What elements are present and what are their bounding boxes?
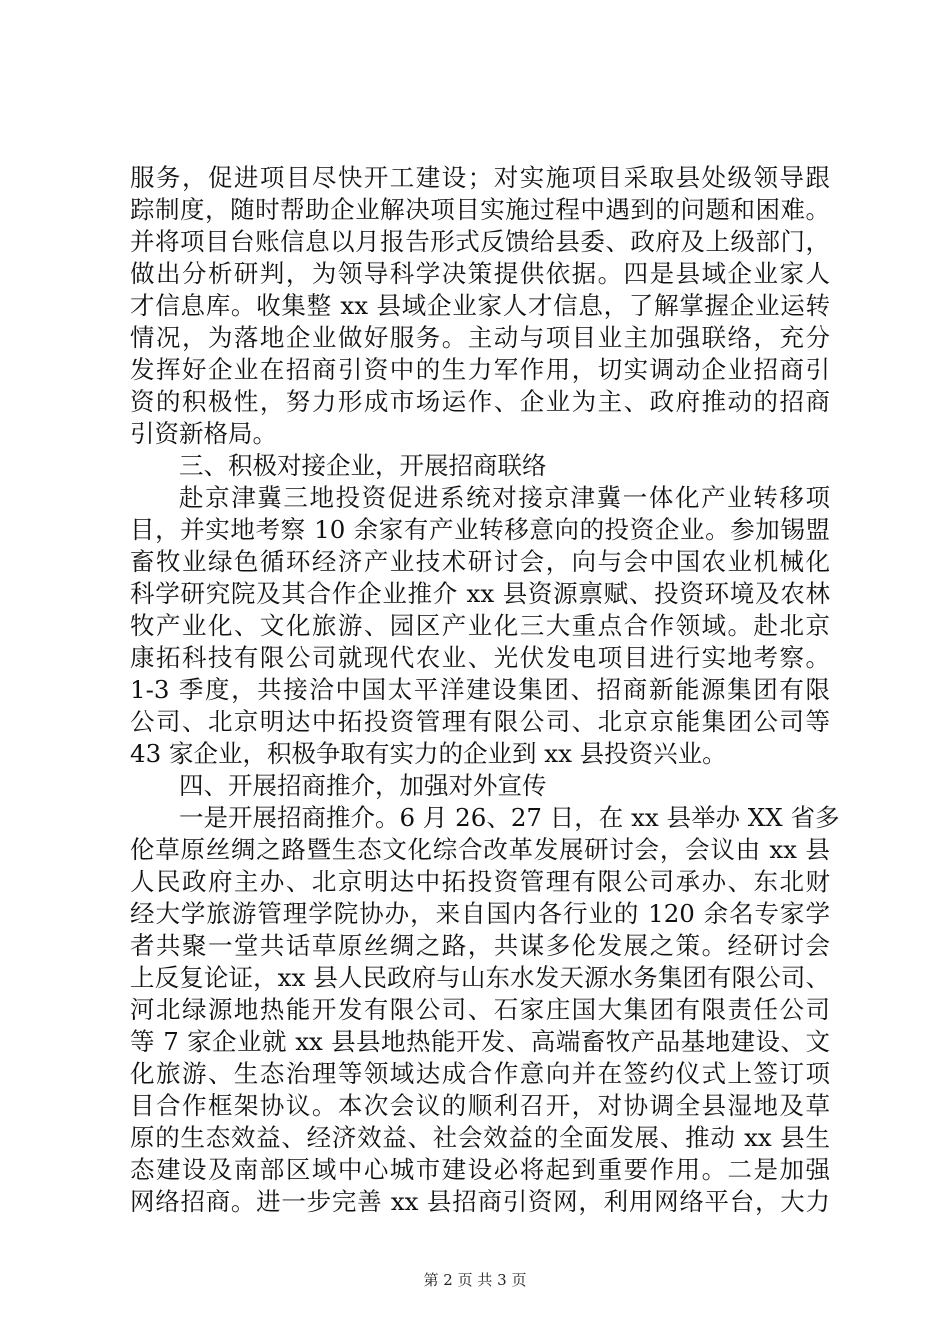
- paragraph-line: 人民政府主办、北京明达中拓投资管理有限公司承办、东北财: [130, 867, 830, 896]
- paragraph-line: 网络招商。进一步完善 xx 县招商引资网，利用网络平台，大力: [130, 1187, 830, 1216]
- paragraph-line: 目合作框架协议。本次会议的顺利召开，对协调全县湿地及草: [130, 1091, 830, 1120]
- paragraph-line: 公司、北京明达中拓投资管理有限公司、北京京能集团公司等: [130, 707, 830, 736]
- paragraph-line: 43 家企业，积极争取有实力的企业到 xx 县投资兴业。: [130, 739, 727, 768]
- paragraph-line: 引资新格局。: [130, 419, 277, 448]
- paragraph-line: 才信息库。收集整 xx 县域企业家人才信息，了解掌握企业运转: [130, 291, 830, 320]
- paragraph-line: 资的积极性，努力形成市场运作、企业为主、政府推动的招商: [130, 387, 830, 416]
- paragraph-line: 科学研究院及其合作企业推介 xx 县资源禀赋、投资环境及农林: [130, 579, 830, 608]
- paragraph-line: 康拓科技有限公司就现代农业、光伏发电项目进行实地考察。: [130, 643, 830, 672]
- paragraph-line: 并将项目台账信息以月报告形式反馈给县委、政府及上级部门，: [130, 227, 830, 256]
- paragraph-line: 经大学旅游管理学院协办，来自国内各行业的 120 余名专家学: [130, 899, 830, 928]
- paragraph-line: 服务，促进项目尽快开工建设；对实施项目采取县处级领导跟: [130, 163, 830, 192]
- paragraph-line: 伦草原丝绸之路暨生态文化综合改革发展研讨会，会议由 xx 县: [130, 835, 830, 864]
- document-body: [130, 162, 840, 1218]
- section-heading: 四、开展招商推介，加强对外宣传: [179, 771, 547, 800]
- paragraph-line: 目，并实地考察 10 余家有产业转移意向的投资企业。参加锡盟: [130, 515, 830, 544]
- paragraph-line: 一是开展招商推介。6 月 26、27 日，在 xx 县举办 XX 省多: [179, 803, 840, 832]
- paragraph-line: 做出分析研判，为领导科学决策提供依据。四是县域企业家人: [130, 259, 830, 288]
- paragraph-line: 1-3 季度，共接洽中国太平洋建设集团、招商新能源集团有限: [130, 675, 830, 704]
- paragraph-line: 态建设及南部区域中心城市建设必将起到重要作用。二是加强: [130, 1155, 830, 1184]
- paragraph-line: 踪制度，随时帮助企业解决项目实施过程中遇到的问题和困难。: [130, 195, 830, 224]
- paragraph-line: 情况，为落地企业做好服务。主动与项目业主加强联络，充分: [130, 323, 830, 352]
- section-heading: 三、积极对接企业，开展招商联络: [179, 451, 547, 480]
- page-footer: 第 2 页 共 3 页: [423, 1271, 527, 1289]
- paragraph-line: 者共聚一堂共话草原丝绸之路，共谋多伦发展之策。经研讨会: [130, 931, 830, 960]
- paragraph-line: 牧产业化、文化旅游、园区产业化三大重点合作领域。赴北京: [130, 611, 830, 640]
- paragraph-line: 等 7 家企业就 xx 县县地热能开发、高端畜牧产品基地建设、文: [130, 1027, 830, 1056]
- paragraph-line: 河北绿源地热能开发有限公司、石家庄国大集团有限责任公司: [130, 995, 830, 1024]
- paragraph-line: 畜牧业绿色循环经济产业技术研讨会，向与会中国农业机械化: [130, 547, 830, 576]
- paragraph-line: 化旅游、生态治理等领域达成合作意向并在签约仪式上签订项: [130, 1059, 830, 1088]
- paragraph-line: 原的生态效益、经济效益、社会效益的全面发展、推动 xx 县生: [130, 1123, 830, 1152]
- paragraph-line: 发挥好企业在招商引资中的生力军作用，切实调动企业招商引: [130, 355, 830, 384]
- paragraph-line: 上反复论证，xx 县人民政府与山东水发天源水务集团有限公司、: [130, 963, 830, 992]
- paragraph-line: 赴京津冀三地投资促进系统对接京津冀一体化产业转移项: [179, 483, 830, 512]
